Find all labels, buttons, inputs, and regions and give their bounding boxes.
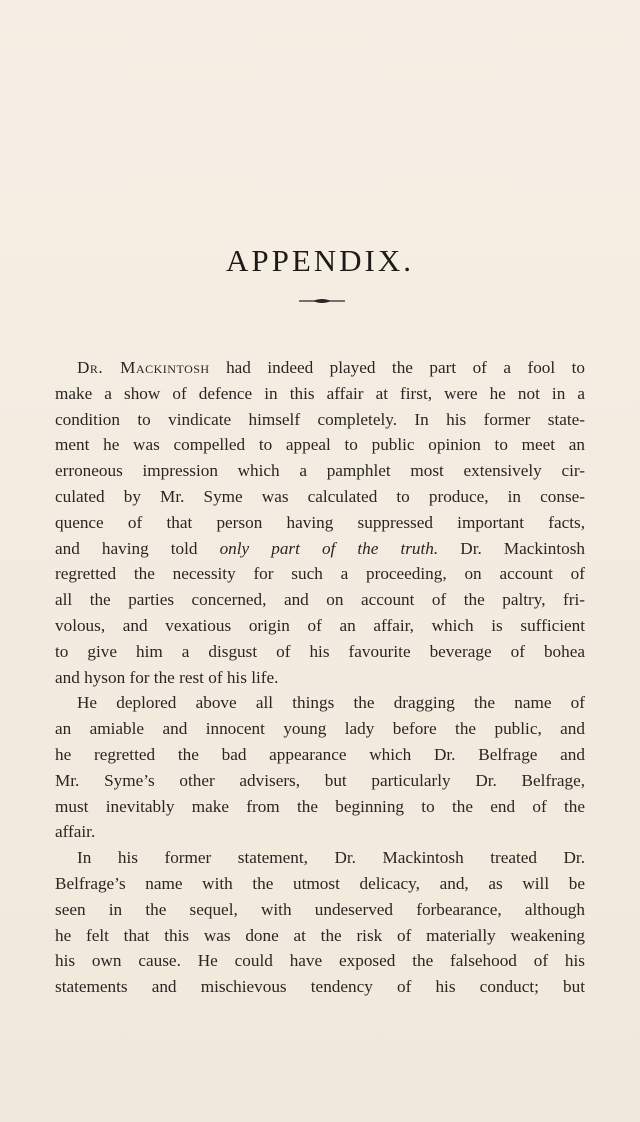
appendix-heading: APPENDIX. bbox=[225, 242, 415, 278]
italic-emphasis: only part of the truth. bbox=[219, 538, 439, 558]
opening-name: Dr. Mackintosh bbox=[77, 358, 210, 377]
text-line: and hyson for the rest of his life. bbox=[55, 667, 279, 687]
text-line: regretted the necessity for such a proceeding, on account of bbox=[55, 564, 585, 584]
text-line: he felt that this was done at the risk of materially weakening bbox=[55, 925, 585, 945]
text-line: ment he was compelled to appeal to public opinion to meet an bbox=[55, 435, 585, 455]
text-line: In his former statement, Dr. Mackintosh treated Dr. bbox=[77, 848, 585, 868]
paragraph bbox=[55, 355, 585, 690]
text-line: erroneous impression which a pamphlet most extensively cir- bbox=[55, 461, 585, 481]
text-line: statements and mischievous tendency of his conduct; but bbox=[55, 977, 585, 997]
paragraph bbox=[55, 845, 585, 1000]
text-line: Mr. Syme’s other advisers, but particularly Dr. Belfrage, bbox=[55, 770, 585, 790]
paragraph bbox=[55, 690, 585, 845]
text-line: and having told only part of the truth. Dr. Mackintosh bbox=[55, 538, 585, 558]
text-line: his own cause. He could have exposed the falsehood of his bbox=[55, 951, 585, 971]
text-line: volous, and vexatious origin of an affair, which is sufficient bbox=[55, 615, 585, 635]
text-line: to give him a disgust of his favourite beverage of bohea bbox=[55, 641, 585, 661]
text-line: must inevitably make from the beginning to the end of the bbox=[55, 796, 585, 816]
text-line: culated by Mr. Syme was calculated to produce, in conse- bbox=[55, 486, 585, 506]
text-line: affair. bbox=[55, 822, 96, 842]
text-line: an amiable and innocent young lady before the public, and bbox=[55, 719, 585, 739]
text-line: Dr. Mackintosh had indeed played the part of a fool to bbox=[77, 358, 585, 377]
text-line: Belfrage’s name with the utmost delicacy, and, as will be bbox=[55, 873, 585, 893]
text-line: seen in the sequel, with undeserved forbearance, although bbox=[55, 899, 585, 919]
text-line: make a show of defence in this affair at first, were he not in a bbox=[55, 383, 585, 403]
text-line: quence of that person having suppressed important facts, bbox=[55, 512, 585, 532]
text-line: condition to vindicate himself completely. In his former state- bbox=[55, 409, 585, 429]
body-text bbox=[55, 355, 585, 1000]
text-line: all the parties concerned, and on account of the paltry, fri- bbox=[55, 590, 585, 610]
text-line: He deplored above all things the dragging the name of bbox=[77, 693, 585, 713]
text-line: he regretted the bad appearance which Dr. Belfrage and bbox=[55, 744, 585, 764]
ornamental-rule bbox=[299, 296, 345, 306]
